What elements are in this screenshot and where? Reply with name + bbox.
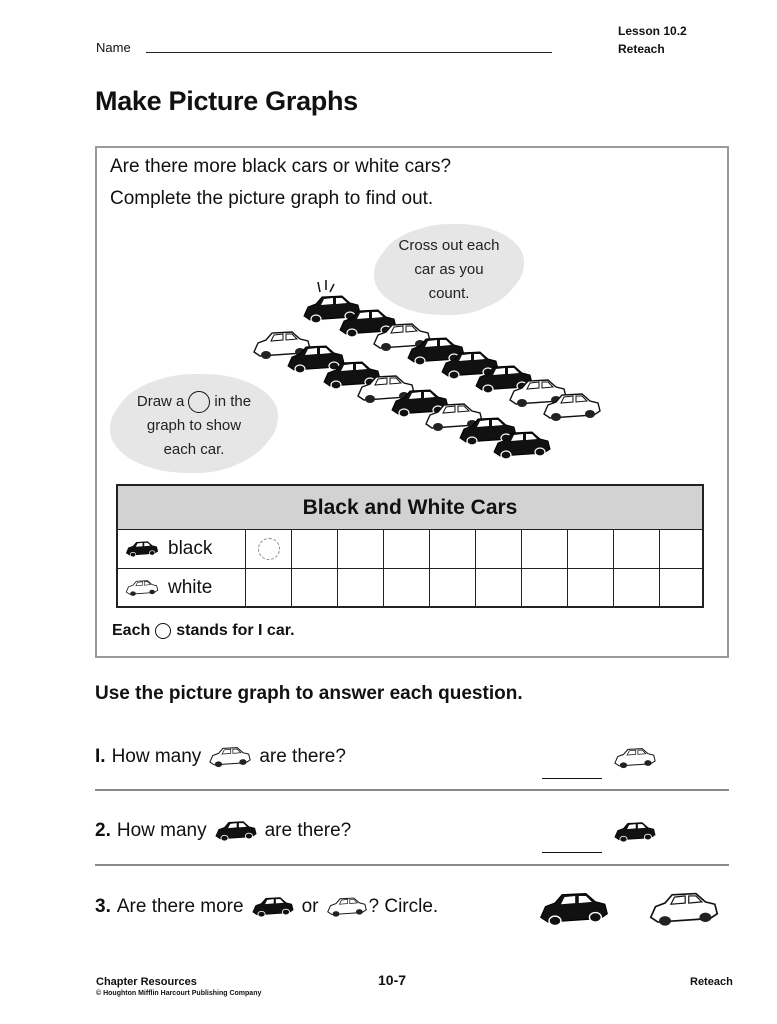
- example-circle: [258, 538, 280, 560]
- white-car-choice[interactable]: [646, 880, 722, 938]
- lesson-info: [618, 22, 687, 58]
- graph-cell[interactable]: [338, 569, 384, 606]
- graph-cell[interactable]: [568, 529, 614, 568]
- graph-cell[interactable]: [292, 529, 338, 568]
- question-3: [95, 894, 438, 920]
- black-car-choice[interactable]: [536, 880, 612, 938]
- graph-row-white: [118, 569, 702, 606]
- graph-cell[interactable]: [660, 529, 702, 568]
- question-text: are there?: [264, 820, 352, 841]
- page-number: 10-7: [378, 972, 407, 988]
- graph-cell[interactable]: [430, 569, 476, 606]
- questions-instruction: Use the picture graph to answer each question.: [95, 683, 523, 704]
- white-car-icon: [124, 577, 160, 599]
- graph-cell[interactable]: [384, 529, 430, 568]
- white-car-icon: [612, 744, 658, 772]
- question-1: [95, 744, 346, 770]
- name-line[interactable]: [146, 52, 552, 53]
- graph-key: [112, 622, 295, 640]
- question-number: 2.: [95, 820, 111, 841]
- divider: [95, 789, 729, 791]
- answer-blank-1[interactable]: [542, 766, 602, 784]
- graph-cell[interactable]: [338, 529, 384, 568]
- graph-cell[interactable]: [568, 569, 614, 606]
- graph-cell[interactable]: [246, 569, 292, 606]
- question-number: I.: [95, 746, 106, 767]
- graph-cell[interactable]: [614, 569, 660, 606]
- graph-cell[interactable]: [384, 569, 430, 606]
- question-text: or: [301, 896, 319, 917]
- page-title: Make Picture Graphs: [95, 86, 358, 116]
- row-label-text: black: [168, 537, 213, 559]
- graph-title: Black and White Cars: [118, 486, 702, 530]
- graph-cell[interactable]: [614, 529, 660, 568]
- circle-icon: [188, 391, 210, 413]
- question-text: How many: [116, 820, 207, 841]
- footer-source: Chapter Resources: [96, 976, 197, 988]
- divider: [95, 864, 729, 866]
- black-car-icon: [250, 894, 296, 920]
- lesson-number: Lesson 10.2: [618, 24, 687, 38]
- white-car-icon: [325, 894, 369, 920]
- footer-type: Reteach: [690, 976, 733, 988]
- parking-lot-illustration: [240, 280, 610, 480]
- black-car-icon: [612, 818, 658, 846]
- white-car-icon: [207, 744, 253, 770]
- lesson-type: Reteach: [618, 42, 665, 56]
- question-2: [95, 818, 351, 844]
- key-text-pre: Each: [112, 622, 151, 639]
- graph-cell[interactable]: [476, 529, 522, 568]
- graph-cell[interactable]: [522, 569, 568, 606]
- question-text: ? Circle.: [368, 896, 439, 917]
- cloud-text-line: count.: [428, 285, 470, 302]
- graph-cell[interactable]: [246, 529, 292, 568]
- row-label-text: white: [168, 576, 213, 598]
- cloud-text-line: car as you: [414, 261, 484, 278]
- question-text: are there?: [259, 746, 346, 767]
- graph-cell[interactable]: [292, 569, 338, 606]
- circle-icon: [155, 623, 171, 639]
- question-text: How many: [111, 746, 202, 767]
- picture-graph: [116, 484, 704, 608]
- row-label: [118, 529, 246, 568]
- key-text-post: stands for I car.: [176, 622, 295, 639]
- black-car-icon: [213, 818, 259, 844]
- question-number: 3.: [95, 896, 111, 917]
- row-label: [118, 569, 246, 606]
- graph-cell[interactable]: [430, 529, 476, 568]
- cloud-text-line: Cross out each: [398, 237, 500, 254]
- graph-cell[interactable]: [476, 569, 522, 606]
- cloud-text-line: each car.: [163, 441, 225, 458]
- footer-copyright: © Houghton Mifflin Harcourt Publishing Company: [96, 990, 262, 997]
- graph-cell[interactable]: [522, 529, 568, 568]
- cloud-text-pre: Draw a: [136, 393, 185, 410]
- black-car-icon: [124, 538, 160, 560]
- graph-row-black: [118, 529, 702, 569]
- question-text: Are there more: [116, 896, 244, 917]
- name-label: Name: [96, 40, 131, 55]
- graph-cell[interactable]: [660, 569, 702, 606]
- problem-instruction: Complete the picture graph to find out.: [110, 188, 434, 209]
- cloud-text-post: in the: [214, 393, 252, 410]
- problem-question: Are there more black cars or white cars?: [110, 156, 452, 177]
- cloud-text-line: graph to show: [146, 417, 242, 434]
- answer-blank-2[interactable]: [542, 840, 602, 858]
